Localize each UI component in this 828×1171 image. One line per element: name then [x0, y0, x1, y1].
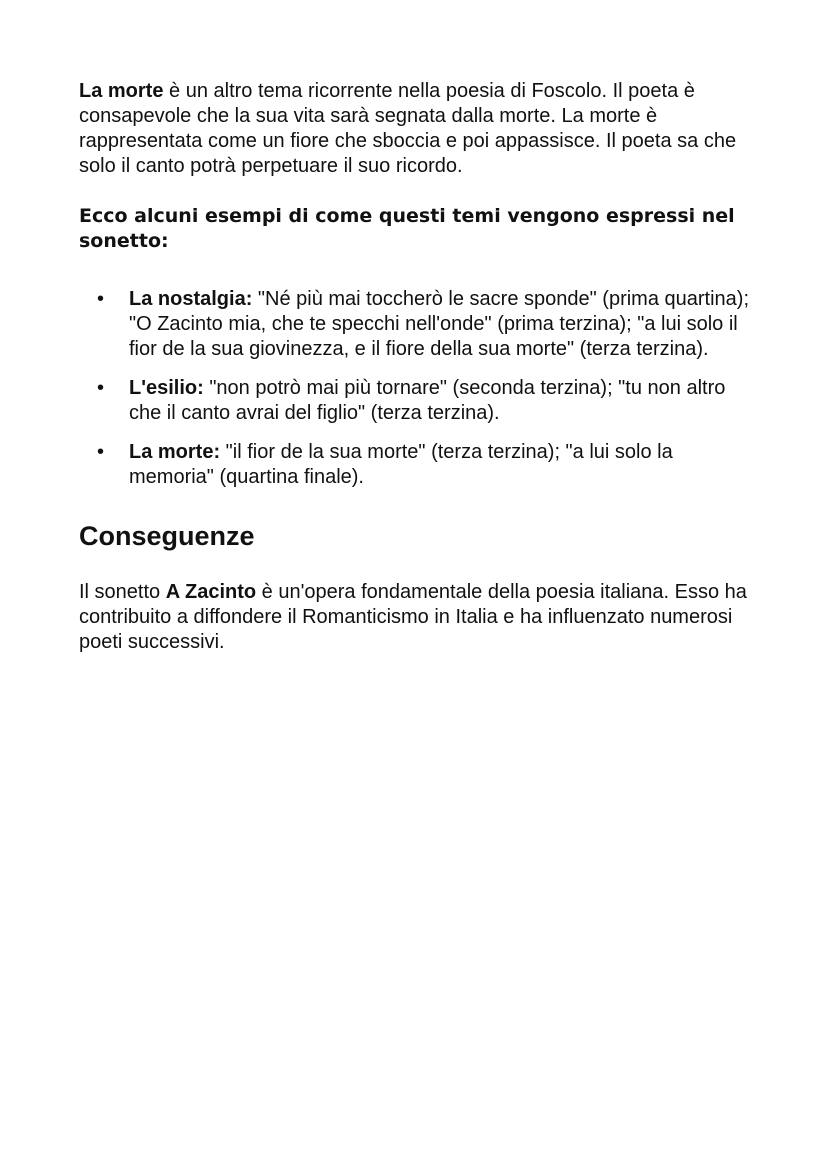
intro-bold: La morte [79, 80, 164, 102]
intro-text: è un altro tema ricorrente nella poesia di Foscolo. Il poeta è consapevole che la sua vita sarà segnata dalla morte. La morte è rappresentata come un fiore che sboccia e poi appassisce. Il poeta sa che solo il canto potrà perpetuare il suo ricordo. [79, 80, 737, 177]
lead-paragraph: Ecco alcuni esempi di come questi temi vengono espressi nel sonetto: [79, 205, 735, 252]
example-label: La morte: [129, 441, 221, 463]
conclusion-paragraph [79, 580, 759, 655]
bullet-icon: • [97, 377, 105, 399]
conclusion-post: è un'opera fondamentale della poesia italiana. Esso ha contribuito a diffondere il Romanticismo in Italia e ha influenzato numerosi poeti successivi. [79, 581, 747, 653]
section-heading: Conseguenze [79, 521, 255, 551]
bullet-icon: • [97, 288, 105, 310]
list-item [79, 376, 759, 426]
example-text: "non potrò mai più tornare" (seconda terzina); "tu non altro che il canto avrai del figlio" (terza terzina). [129, 377, 726, 424]
example-text: "il fior de la sua morte" (terza terzina); "a lui solo la memoria" (quartina finale). [129, 441, 673, 488]
conclusion-pre: Il sonetto [79, 581, 166, 603]
examples-list [79, 287, 759, 490]
example-text: "Né più mai toccherò le sacre sponde" (prima quartina); "O Zacinto mia, che te specchi nell'onde" (prima terzina); "a lui solo il fior de la sua giovinezza, e il fiore della sua morte" (terza terzina). [129, 288, 750, 360]
document-page [79, 79, 759, 655]
bullet-icon: • [97, 441, 105, 463]
intro-paragraph [79, 79, 759, 179]
conclusion-bold: A Zacinto [165, 581, 257, 603]
list-item [79, 440, 759, 490]
list-item [79, 287, 759, 362]
example-label: L'esilio: [129, 377, 204, 399]
example-label: La nostalgia: [129, 288, 253, 310]
